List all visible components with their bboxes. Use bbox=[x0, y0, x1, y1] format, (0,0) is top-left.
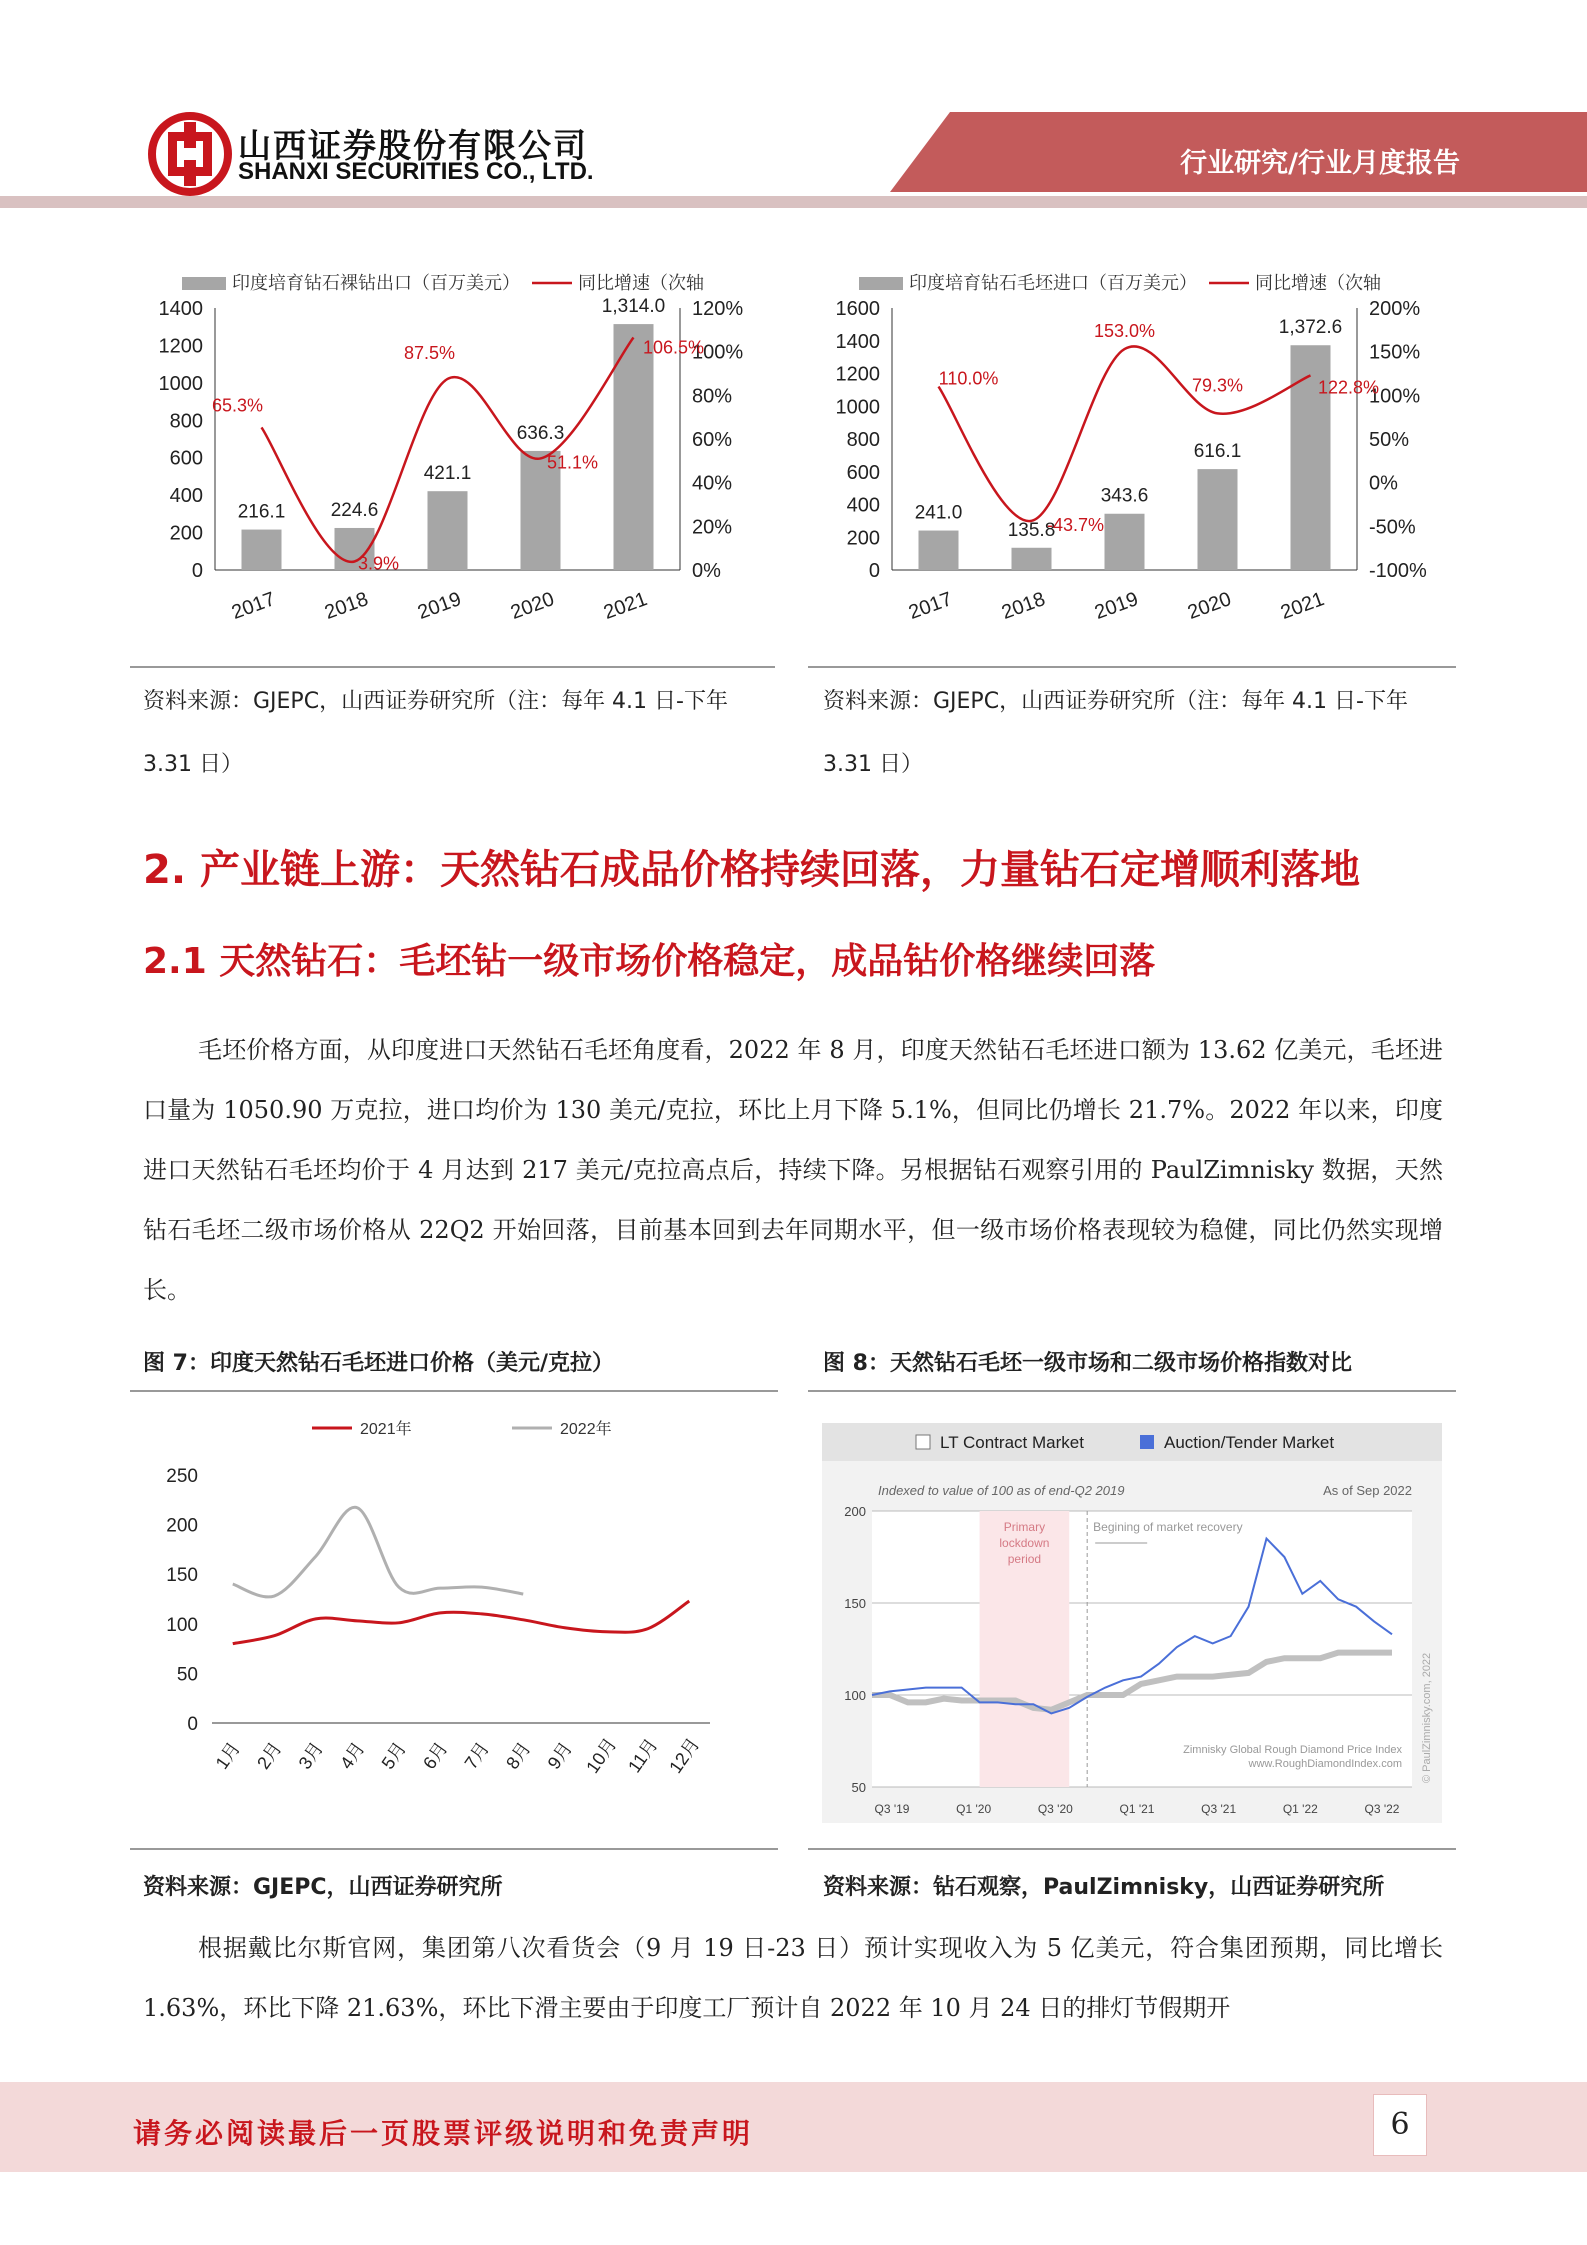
y-tick-label: 100 bbox=[844, 1688, 866, 1703]
y2-tick-label: 120% bbox=[692, 298, 744, 320]
legend-bar-swatch bbox=[859, 277, 903, 290]
credit-line-2: www.RoughDiamondIndex.com bbox=[1248, 1758, 1402, 1770]
x-tick-label: 2020 bbox=[507, 588, 558, 624]
x-tick-label: Q3 '22 bbox=[1364, 1802, 1400, 1816]
chart-india-lab-rough-imports bbox=[817, 260, 1457, 640]
legend-2021-label: 2021年 bbox=[360, 1421, 412, 1438]
legend-line-label: 同比增速（次轴 bbox=[1255, 273, 1381, 293]
x-tick-label: 6月 bbox=[419, 1738, 452, 1773]
x-tick-label: Q1 '21 bbox=[1119, 1802, 1155, 1816]
credit-line-1: Zimnisky Global Rough Diamond Price Index bbox=[1183, 1744, 1402, 1756]
line-value-label: 122.8% bbox=[1317, 377, 1380, 398]
chart-rough-price-index-comparison bbox=[822, 1423, 1442, 1823]
fig8-source: 资料来源：钻石观察，PaulZimnisky，山西证券研究所 bbox=[823, 1875, 1385, 1900]
chart-india-rough-import-price bbox=[140, 1405, 780, 1800]
y-tick-label: 800 bbox=[169, 410, 203, 433]
section-2-1-title: 2.1 天然钻石：毛坯钻一级市场价格稳定，成品钻价格继续回落 bbox=[143, 941, 1156, 982]
page-number: 6 bbox=[1373, 2094, 1427, 2156]
recovery-label: Begining of market recovery bbox=[1093, 1520, 1243, 1534]
watermark: © PaulZimnisky.com, 2022 bbox=[1421, 1652, 1433, 1783]
bar-value-label: 616.1 bbox=[1193, 441, 1242, 463]
y-tick-label: 50 bbox=[176, 1664, 198, 1686]
figure-rule bbox=[808, 1390, 1456, 1392]
bar-value-label: 1,314.0 bbox=[601, 296, 666, 318]
y-tick-label: 150 bbox=[166, 1565, 198, 1587]
line-value-label: 79.3% bbox=[1191, 375, 1244, 396]
x-tick-label: 5月 bbox=[377, 1738, 411, 1773]
x-tick-label: Q1 '20 bbox=[956, 1802, 992, 1816]
y2-tick-label: 20% bbox=[692, 516, 733, 539]
y2-tick-label: 100% bbox=[1369, 385, 1421, 408]
y2-tick-label: 60% bbox=[692, 429, 733, 451]
bar-value-label: 1,372.6 bbox=[1278, 317, 1343, 339]
fig8-title: 图 8：天然钻石毛坯一级市场和二级市场价格指数对比 bbox=[823, 1351, 1352, 1376]
x-tick-label: 1月 bbox=[211, 1738, 245, 1773]
y-tick-label: 50 bbox=[851, 1780, 866, 1795]
index-note: Indexed to value of 100 as of end-Q2 2019 bbox=[878, 1483, 1125, 1498]
bar-value-label: 135.8 bbox=[1007, 519, 1056, 541]
y-tick-label: 150 bbox=[844, 1596, 866, 1611]
bar bbox=[1105, 514, 1145, 570]
x-tick-label: 12月 bbox=[665, 1734, 704, 1777]
bar-value-label: 421.1 bbox=[423, 463, 472, 485]
y2-tick-label: 100% bbox=[692, 341, 744, 364]
line-value-label: 65.3% bbox=[211, 395, 264, 416]
legend-bar-label: 印度培育钻石裸钻出口（百万美元） bbox=[232, 273, 520, 293]
series-line-2022年 bbox=[233, 1507, 524, 1597]
line-value-label: 3.9% bbox=[357, 553, 400, 574]
legend-strip bbox=[822, 1423, 1442, 1461]
x-tick-label: 2017 bbox=[905, 588, 956, 624]
y-tick-label: 200 bbox=[169, 522, 203, 545]
lockdown-label: lockdown bbox=[999, 1536, 1050, 1550]
bar-value-label: 241.0 bbox=[914, 502, 963, 524]
x-tick-label: 3月 bbox=[294, 1738, 328, 1773]
x-tick-label: 11月 bbox=[624, 1734, 662, 1777]
bar-value-label: 216.1 bbox=[237, 501, 286, 523]
paragraph-text: 毛坯价格方面，从印度进口天然钻石毛坯角度看，2022 年 8 月，印度天然钻石毛坯进口额为 13.62 亿美元，毛坯进口量为 1050.90 万克拉，进口均价为 130 美元/克拉，环比上月下降 5.1%，但同比仍增长 21.7%。2022 年以来，印度进口天然钻石毛坯均价于 4 月达到 217 美元/克拉高点后，持续下降。另根据钻石观察引用的 PaulZimnisky 数据，天然钻石毛坯二级市场价格从 22Q2 开始回落，目前基本回到去年同期水平，但一级市场价格表现较为稳健，同比仍然实现增长。 bbox=[143, 1036, 1443, 1304]
report-type: 行业研究/行业月度报告 bbox=[1180, 148, 1460, 179]
bar bbox=[428, 491, 468, 570]
y-tick-label: 200 bbox=[166, 1515, 198, 1537]
y-tick-label: 1200 bbox=[835, 363, 880, 386]
company-name-en: SHANXI SECURITIES CO., LTD. bbox=[238, 158, 594, 185]
legend-2022-label: 2022年 bbox=[560, 1421, 612, 1438]
x-tick-label: Q3 '21 bbox=[1201, 1802, 1237, 1816]
series-line-2021年 bbox=[233, 1601, 690, 1644]
x-tick-label: Q3 '20 bbox=[1037, 1802, 1073, 1816]
x-tick-label: 2018 bbox=[998, 588, 1049, 624]
y-tick-label: 0 bbox=[187, 1714, 198, 1735]
y-tick-label: 400 bbox=[846, 494, 880, 517]
y-tick-label: 1600 bbox=[835, 298, 880, 320]
logo-emblem-icon bbox=[148, 112, 232, 196]
y-tick-label: 250 bbox=[166, 1466, 198, 1487]
y-tick-label: 200 bbox=[844, 1504, 866, 1519]
line-value-label: 110.0% bbox=[938, 368, 999, 389]
header-divider bbox=[0, 196, 1587, 208]
y-tick-label: 100 bbox=[166, 1614, 198, 1636]
legend-auction-label: Auction/Tender Market bbox=[1164, 1433, 1335, 1452]
bar-value-label: 343.6 bbox=[1100, 485, 1149, 507]
x-tick-label: 2018 bbox=[321, 588, 372, 624]
bar bbox=[242, 530, 282, 570]
line-value-label: 51.1% bbox=[546, 452, 599, 473]
x-tick-label: 9月 bbox=[543, 1738, 577, 1773]
line-value-label: -43.7% bbox=[1046, 514, 1105, 535]
figure-rule bbox=[130, 666, 775, 668]
line-value-label: 106.5% bbox=[642, 337, 705, 358]
y2-tick-label: 50% bbox=[1369, 429, 1410, 451]
y2-tick-label: 200% bbox=[1369, 298, 1421, 320]
x-tick-label: 7月 bbox=[460, 1738, 494, 1773]
x-tick-label: 2017 bbox=[228, 588, 279, 624]
y-tick-label: 800 bbox=[846, 429, 880, 451]
lockdown-label: Primary bbox=[1003, 1520, 1046, 1534]
paragraph-rough-prices bbox=[143, 1020, 1443, 1320]
y-tick-label: 400 bbox=[169, 485, 203, 508]
x-tick-label: 2019 bbox=[1091, 588, 1142, 624]
bar bbox=[919, 531, 959, 570]
footer-disclaimer[interactable]: 请务必阅读最后一页股票评级说明和免责声明 bbox=[133, 2117, 754, 2150]
x-tick-label: 2021 bbox=[600, 588, 651, 624]
company-name-cn: 山西证券股份有限公司 bbox=[238, 126, 588, 165]
legend-bar-swatch bbox=[182, 277, 226, 290]
y-tick-label: 600 bbox=[846, 461, 880, 484]
figure-rule bbox=[130, 1848, 778, 1850]
y-tick-label: 0 bbox=[868, 560, 880, 582]
figure-rule bbox=[808, 1848, 1456, 1850]
figure-rule bbox=[130, 1390, 778, 1392]
x-tick-label: 8月 bbox=[502, 1738, 535, 1773]
y2-tick-label: -100% bbox=[1369, 560, 1427, 582]
y-tick-label: 1400 bbox=[158, 298, 203, 320]
y2-tick-label: 40% bbox=[692, 472, 733, 495]
bar bbox=[1012, 548, 1052, 570]
line-value-label: 153.0% bbox=[1093, 321, 1156, 342]
paragraph-de-beers bbox=[143, 1918, 1443, 2038]
y-tick-label: 1200 bbox=[158, 335, 203, 358]
bar-value-label: 224.6 bbox=[330, 499, 379, 521]
lockdown-label: period bbox=[1007, 1552, 1042, 1566]
legend-lt-label: LT Contract Market bbox=[940, 1433, 1084, 1452]
y2-tick-label: 150% bbox=[1369, 341, 1421, 364]
figure-rule bbox=[808, 666, 1456, 668]
paragraph-text: 根据戴比尔斯官网，集团第八次看货会（9 月 19 日-23 日）预计实现收入为 5 亿美元，符合集团预期，同比增长 1.63%，环比下降 21.63%，环比下滑主要由于印度工厂预计自 2022 年 10 月 24 日的排灯节假期开 bbox=[143, 1934, 1443, 2022]
section-2-title: 2. 产业链上游：天然钻石成品价格持续回落，力量钻石定增顺利落地 bbox=[143, 847, 1360, 893]
company-logo bbox=[148, 112, 232, 196]
fig7-title: 图 7：印度天然钻石毛坯进口价格（美元/克拉） bbox=[143, 1351, 615, 1376]
y2-tick-label: 0% bbox=[1369, 472, 1398, 495]
y2-tick-label: 0% bbox=[692, 560, 721, 582]
chart-india-lab-polished-exports bbox=[140, 260, 780, 640]
y-tick-label: 1000 bbox=[835, 396, 880, 419]
chart2-source: 资料来源：GJEPC，山西证券研究所（注：每年 4.1 日-下年 3.31 日） bbox=[823, 689, 1408, 777]
y2-tick-label: 80% bbox=[692, 385, 733, 408]
legend-bar-label: 印度培育钻石毛坯进口（百万美元） bbox=[909, 273, 1197, 293]
x-tick-label: 2020 bbox=[1184, 588, 1235, 624]
y-tick-label: 200 bbox=[846, 527, 880, 550]
x-tick-label: Q1 '22 bbox=[1282, 1802, 1318, 1816]
x-tick-label: 4月 bbox=[336, 1738, 369, 1773]
x-tick-label: 2019 bbox=[414, 588, 465, 624]
bar-value-label: 636.3 bbox=[516, 422, 565, 444]
y2-tick-label: -50% bbox=[1369, 516, 1416, 539]
x-tick-label: 2021 bbox=[1277, 588, 1328, 624]
legend-lt-swatch bbox=[916, 1435, 930, 1449]
fig7-source: 资料来源：GJEPC，山西证券研究所 bbox=[143, 1875, 503, 1900]
x-tick-label: Q3 '19 bbox=[874, 1802, 910, 1816]
chart1-source: 资料来源：GJEPC，山西证券研究所（注：每年 4.1 日-下年 3.31 日） bbox=[143, 689, 728, 777]
bar bbox=[1198, 469, 1238, 570]
legend-auction-swatch bbox=[1140, 1435, 1154, 1449]
y-tick-label: 1400 bbox=[835, 330, 880, 353]
line-value-label: 87.5% bbox=[403, 342, 456, 363]
y-tick-label: 0 bbox=[191, 560, 203, 582]
as-of-note: As of Sep 2022 bbox=[1323, 1483, 1412, 1498]
y-tick-label: 600 bbox=[169, 447, 203, 470]
y-tick-label: 1000 bbox=[158, 372, 203, 395]
x-tick-label: 10月 bbox=[582, 1734, 621, 1777]
x-tick-label: 2月 bbox=[253, 1738, 286, 1773]
legend-line-label: 同比增速（次轴 bbox=[578, 273, 704, 293]
